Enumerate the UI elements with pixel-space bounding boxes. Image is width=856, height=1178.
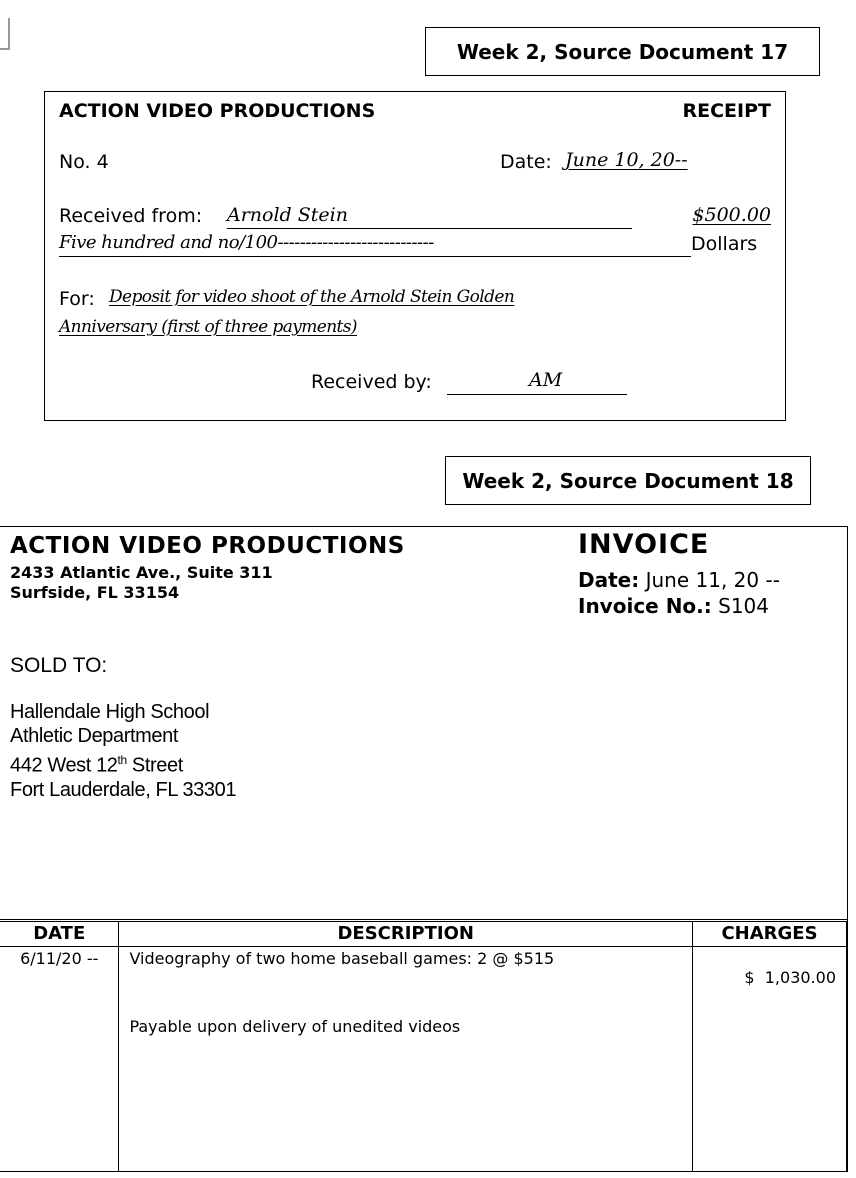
received-by-line xyxy=(447,394,627,395)
customer-address xyxy=(10,700,236,802)
row-description-text: Videography of two home baseball games: 2 @ $515 xyxy=(129,949,555,968)
invoice-address-1: 2433 Atlantic Ave., Suite 311 xyxy=(10,563,273,582)
customer-city: Fort Lauderdale, FL 33301 xyxy=(10,778,237,801)
sold-to-label: SOLD TO: xyxy=(10,654,108,677)
receipt-date-value: June 10, 20-- xyxy=(565,149,688,171)
invoice-number xyxy=(578,594,769,618)
header-date: DATE xyxy=(0,921,119,947)
table-header-row xyxy=(0,921,847,947)
customer-street xyxy=(10,748,236,778)
amount-words-line xyxy=(59,256,691,257)
receipt-amount: $500.00 xyxy=(692,204,771,226)
corner-mark xyxy=(0,18,10,50)
for-line-2: Anniversary (first of three payments) xyxy=(59,317,357,337)
received-from-value: Arnold Stein xyxy=(227,204,348,226)
receipt-number: No. 4 xyxy=(59,151,109,173)
table-row xyxy=(0,947,847,1172)
received-by-value: AM xyxy=(529,369,563,391)
receipt-box xyxy=(44,91,786,421)
row-date-text: 6/11/20 -- xyxy=(20,949,99,968)
row-charges-text: $ 1,030.00 xyxy=(744,968,836,987)
dollars-label: Dollars xyxy=(691,233,758,255)
invoice-address-2: Surfside, FL 33154 xyxy=(10,583,180,602)
receipt-company: ACTION VIDEO PRODUCTIONS xyxy=(59,100,376,122)
customer-street-suffix: th xyxy=(117,753,127,767)
amount-in-words: Five hundred and no/100---------------------------- xyxy=(59,232,434,253)
doc18-label: Week 2, Source Document 18 xyxy=(462,468,794,493)
customer-dept: Athletic Department xyxy=(10,725,179,747)
invoice-company: ACTION VIDEO PRODUCTIONS xyxy=(10,533,405,559)
invoice-date-value: June 11, 20 -- xyxy=(645,568,780,592)
customer-street-name: Street xyxy=(126,754,183,777)
invoice-date-label: Date: xyxy=(578,568,640,592)
receipt-date-label: Date: xyxy=(500,151,552,173)
row-charges xyxy=(692,947,846,1172)
invoice-number-label: Invoice No.: xyxy=(578,594,712,618)
invoice-number-value: S104 xyxy=(718,594,770,618)
doc17-label-box xyxy=(425,27,820,76)
invoice-title: INVOICE xyxy=(578,529,710,560)
received-from-label: Received from: xyxy=(59,205,203,227)
doc17-label: Week 2, Source Document 17 xyxy=(456,39,789,64)
receipt-title: RECEIPT xyxy=(682,100,771,122)
invoice-date xyxy=(578,568,780,592)
row-date xyxy=(0,947,119,1172)
row-description xyxy=(119,947,693,1172)
for-label: For: xyxy=(59,288,95,310)
doc18-label-box xyxy=(445,456,811,505)
row-note-text: Payable upon delivery of unedited videos xyxy=(129,1017,461,1036)
customer-street-number: 442 West 12 xyxy=(10,754,118,777)
received-by-label: Received by: xyxy=(311,371,432,393)
header-charges: CHARGES xyxy=(692,921,846,947)
received-from-line xyxy=(227,228,632,229)
header-description: DESCRIPTION xyxy=(119,921,693,947)
invoice-items-table xyxy=(0,919,847,1172)
customer-name: Hallendale High School xyxy=(10,701,210,723)
for-line-1: Deposit for video shoot of the Arnold Stein Golden xyxy=(109,287,515,307)
